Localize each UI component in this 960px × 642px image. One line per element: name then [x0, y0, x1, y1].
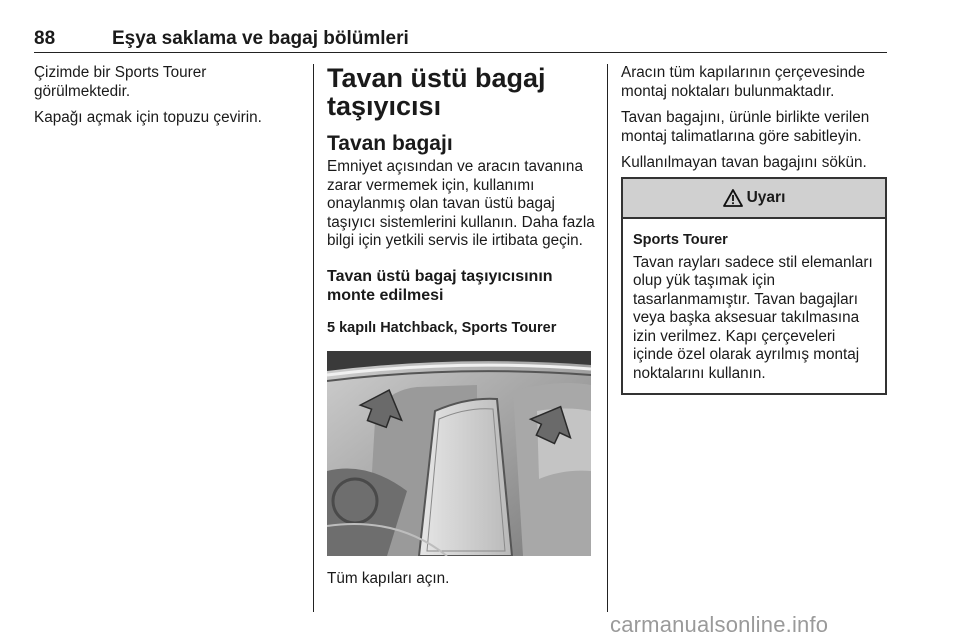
roof-mount-illustration	[327, 351, 591, 556]
column-divider	[607, 64, 608, 612]
warning-triangle-icon	[723, 189, 743, 207]
warning-title: Uyarı	[746, 188, 786, 206]
column-right	[621, 64, 887, 395]
page-number: 88	[34, 28, 56, 49]
paragraph: Aracın tüm kapılarının çerçevesinde montaj noktaları bulunmaktadır.	[621, 64, 866, 100]
paragraph: Emniyet açısından ve aracın tavanına zarar vermemek için, kullanımı onaylanmış olan tavan üstü bagaj taşıyıcı sistemlerini kullanın. Daha fazla bilgi için yetkili servis ile irtibata geçin.	[327, 158, 595, 249]
paragraph: Kullanılmayan tavan bagajını sökün.	[621, 154, 867, 171]
watermark: carmanualsonline.info	[610, 612, 829, 637]
column-left	[34, 64, 302, 128]
section-title: Tavan üstü bagaj taşıyıcısı	[327, 63, 546, 121]
warning-heading: Sports Tourer	[633, 231, 728, 248]
subsection-title: Tavan bagajı	[327, 132, 453, 155]
column-middle	[327, 64, 595, 588]
figure-caption: Tüm kapıları açın.	[327, 569, 450, 587]
paragraph: Tavan bagajını, ürünle birlikte verilen montaj talimatlarına göre sabitleyin.	[621, 109, 870, 145]
chapter-title: Eşya saklama ve bagaj bölümleri	[112, 28, 409, 49]
warning-body	[623, 219, 885, 394]
page-header	[34, 24, 887, 53]
procedure-title: Tavan üstü bagaj taşıyıcısının monte edilmesi	[327, 267, 553, 304]
column-divider	[313, 64, 314, 612]
warning-header	[623, 179, 885, 219]
paragraph: Çizimde bir Sports Tourer görülmektedir.	[34, 64, 207, 100]
paragraph: Kapağı açmak için topuzu çevirin.	[34, 109, 262, 126]
warning-box	[621, 177, 887, 396]
variant-label: 5 kapılı Hatchback, Sports Tourer	[327, 319, 557, 336]
warning-text: Tavan rayları sadece stil elemanları olup yük taşımak için tasarlanmamıştır. Tavan bagajları veya başka aksesuar takılmasına izin verilmez. Kapı çerçeveleri içinde özel olarak ayrılmış montaj noktalarını kullanın.	[633, 253, 873, 382]
